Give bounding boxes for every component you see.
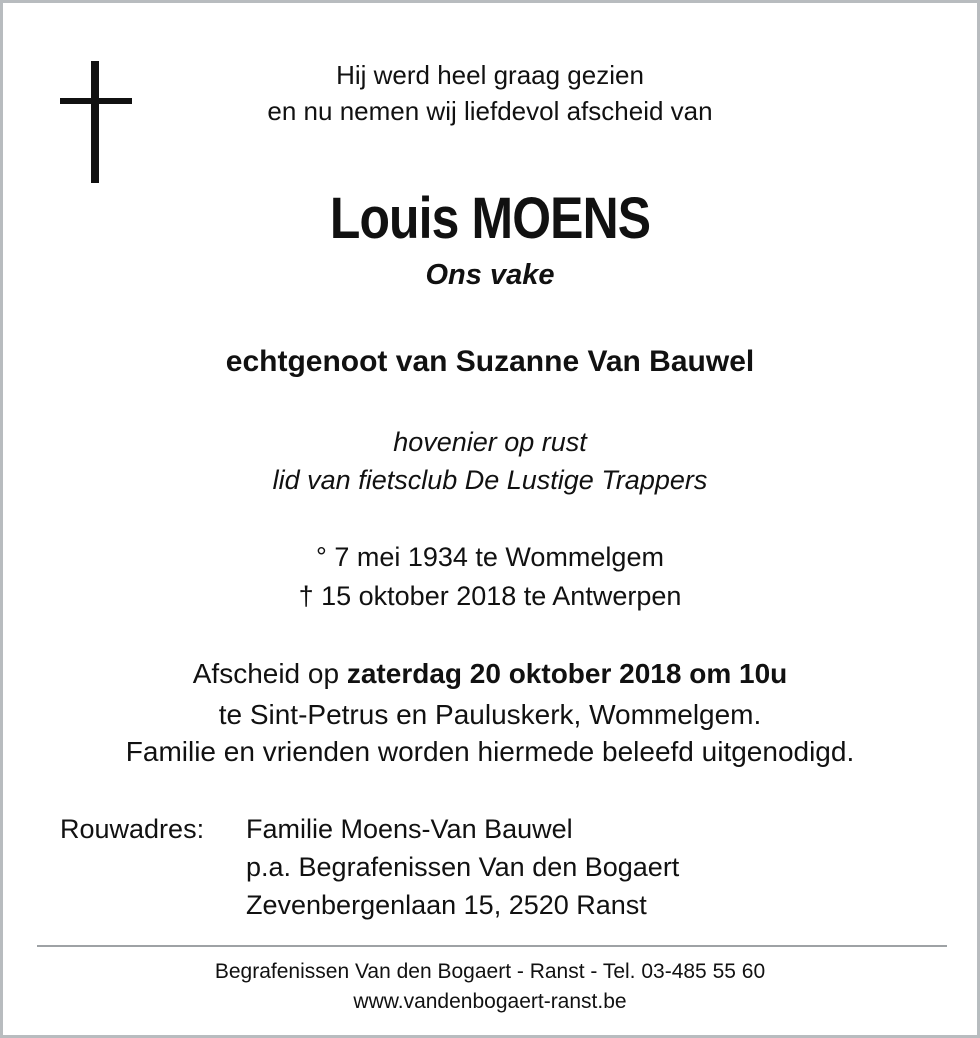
footer-website: www.vandenbogaert-ranst.be [353,990,627,1013]
address-line-1: Familie Moens-Van Bauwel [246,814,573,844]
intro-line-2: en nu nemen wij liefdevol afscheid van [267,96,713,126]
footer-company: Begrafenissen Van den Bogaert - Ranst - Tel. 03-485 55 60 [214,960,766,983]
nickname: Ons vake [425,259,555,291]
detail-occupation: hovenier op rust [393,427,587,457]
address-line-3: Zevenbergenlaan 15, 2520 Ranst [246,890,647,920]
spouse-line: echtgenoot van Suzanne Van Bauwel [225,345,755,378]
ceremony-place: te Sint-Petrus en Pauluskerk, Wommelgem. [218,699,762,730]
detail-club: lid van fietsclub De Lustige Trappers [272,465,708,495]
deceased-name: Louis MOENS [329,186,651,251]
ceremony-line [3,658,977,690]
intro-line-1: Hij werd heel graag gezien [336,60,644,90]
ceremony-prefix: Afscheid op [192,658,347,689]
birth-line: ° 7 mei 1934 te Wommelgem [316,542,664,572]
ceremony-datetime: zaterdag 20 oktober 2018 om 10u [346,658,788,689]
address-line-2: p.a. Begrafenissen Van den Bogaert [246,852,680,882]
address-label: Rouwadres: [60,814,205,844]
footer-divider [37,945,947,947]
death-line: † 15 oktober 2018 te Antwerpen [298,581,682,611]
ceremony-invite: Familie en vrienden worden hiermede beleefd uitgenodigd. [125,736,855,767]
